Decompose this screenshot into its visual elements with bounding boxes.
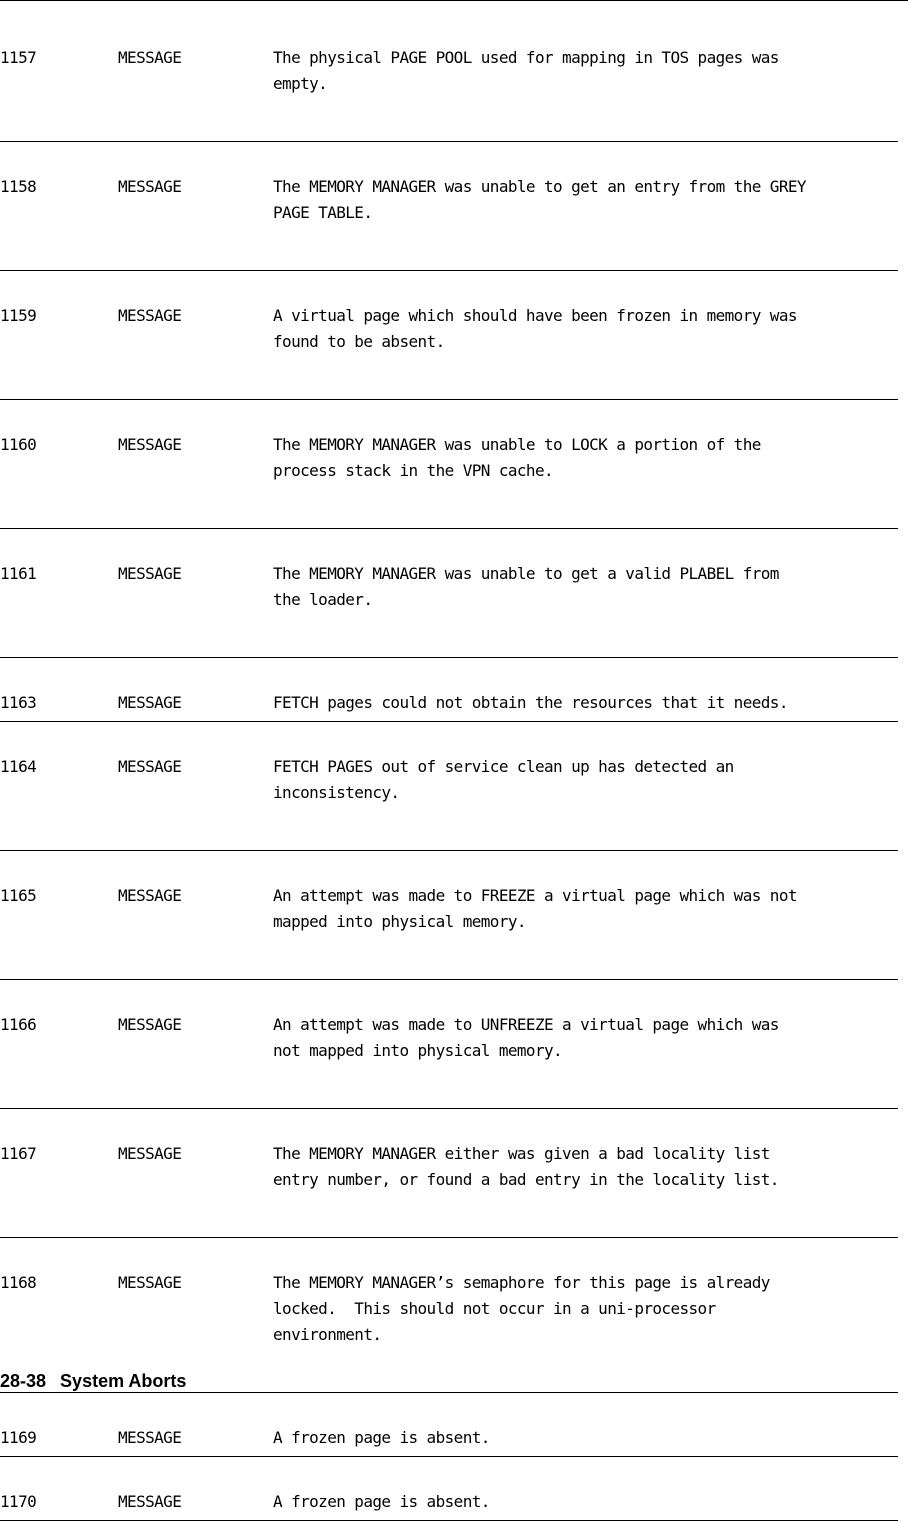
abort-type: MESSAGE <box>118 757 182 776</box>
abort-code: 1169 <box>0 1428 37 1447</box>
abort-code: 1167 <box>0 1144 37 1163</box>
abort-entry <box>0 271 898 400</box>
abort-description: A frozen page is absent. <box>273 1492 490 1511</box>
abort-code: 1164 <box>0 757 37 776</box>
abort-entry <box>0 142 898 271</box>
abort-entry <box>0 529 898 658</box>
abort-description: The MEMORY MANAGER was unable to LOCK a portion of the process stack in the VPN cache. <box>273 435 761 480</box>
abort-code: 1161 <box>0 564 37 583</box>
abort-type: MESSAGE <box>118 1428 182 1447</box>
abort-code: 1158 <box>0 177 37 196</box>
abort-type: MESSAGE <box>118 693 182 712</box>
abort-type: MESSAGE <box>118 886 182 905</box>
page-number: 28-38 <box>0 1371 47 1391</box>
abort-description: A virtual page which should have been frozen in memory was found to be absent. <box>273 306 797 351</box>
abort-type: MESSAGE <box>118 177 182 196</box>
abort-entry <box>0 1457 898 1521</box>
abort-description: The MEMORY MANAGER’s semaphore for this page is already locked. This should not occur in a uni-processor environment. <box>273 1273 770 1344</box>
abort-type: MESSAGE <box>118 1273 182 1292</box>
abort-description: A frozen page is absent. <box>273 1428 490 1447</box>
abort-description: An attempt was made to UNFREEZE a virtual page which was not mapped into physical memory. <box>273 1015 779 1060</box>
abort-type: MESSAGE <box>118 48 182 67</box>
abort-description: An attempt was made to FREEZE a virtual page which was not mapped into physical memory. <box>273 886 797 931</box>
top-rule <box>0 0 908 1</box>
abort-entry <box>0 13 898 142</box>
abort-entry <box>0 400 898 529</box>
page-footer <box>0 1369 186 1393</box>
abort-type: MESSAGE <box>118 306 182 325</box>
abort-entry <box>0 658 898 722</box>
abort-type: MESSAGE <box>118 1144 182 1163</box>
abort-code: 1166 <box>0 1015 37 1034</box>
abort-description: FETCH PAGES out of service clean up has detected an inconsistency. <box>273 757 734 802</box>
abort-code: 1159 <box>0 306 37 325</box>
abort-code: 1170 <box>0 1492 37 1511</box>
abort-entry <box>0 1393 898 1457</box>
abort-type: MESSAGE <box>118 1015 182 1034</box>
abort-entry <box>0 851 898 980</box>
section-title: System Aborts <box>60 1371 187 1391</box>
abort-description: The physical PAGE POOL used for mapping in TOS pages was empty. <box>273 48 779 93</box>
abort-entry <box>0 1109 898 1238</box>
abort-entry <box>0 722 898 851</box>
abort-description: The MEMORY MANAGER was unable to get an entry from the GREY PAGE TABLE. <box>273 177 806 222</box>
abort-description: The MEMORY MANAGER was unable to get a valid PLABEL from the loader. <box>273 564 779 609</box>
abort-code: 1168 <box>0 1273 37 1292</box>
abort-code: 1165 <box>0 886 37 905</box>
abort-code: 1163 <box>0 693 37 712</box>
abort-type: MESSAGE <box>118 564 182 583</box>
abort-type: MESSAGE <box>118 1492 182 1511</box>
abort-type: MESSAGE <box>118 435 182 454</box>
abort-code: 1157 <box>0 48 37 67</box>
abort-description: The MEMORY MANAGER either was given a bad locality list entry number, or found a bad entry in the locality list. <box>273 1144 779 1189</box>
abort-description: FETCH pages could not obtain the resources that it needs. <box>273 693 788 712</box>
abort-entry <box>0 980 898 1109</box>
abort-code: 1160 <box>0 435 37 454</box>
